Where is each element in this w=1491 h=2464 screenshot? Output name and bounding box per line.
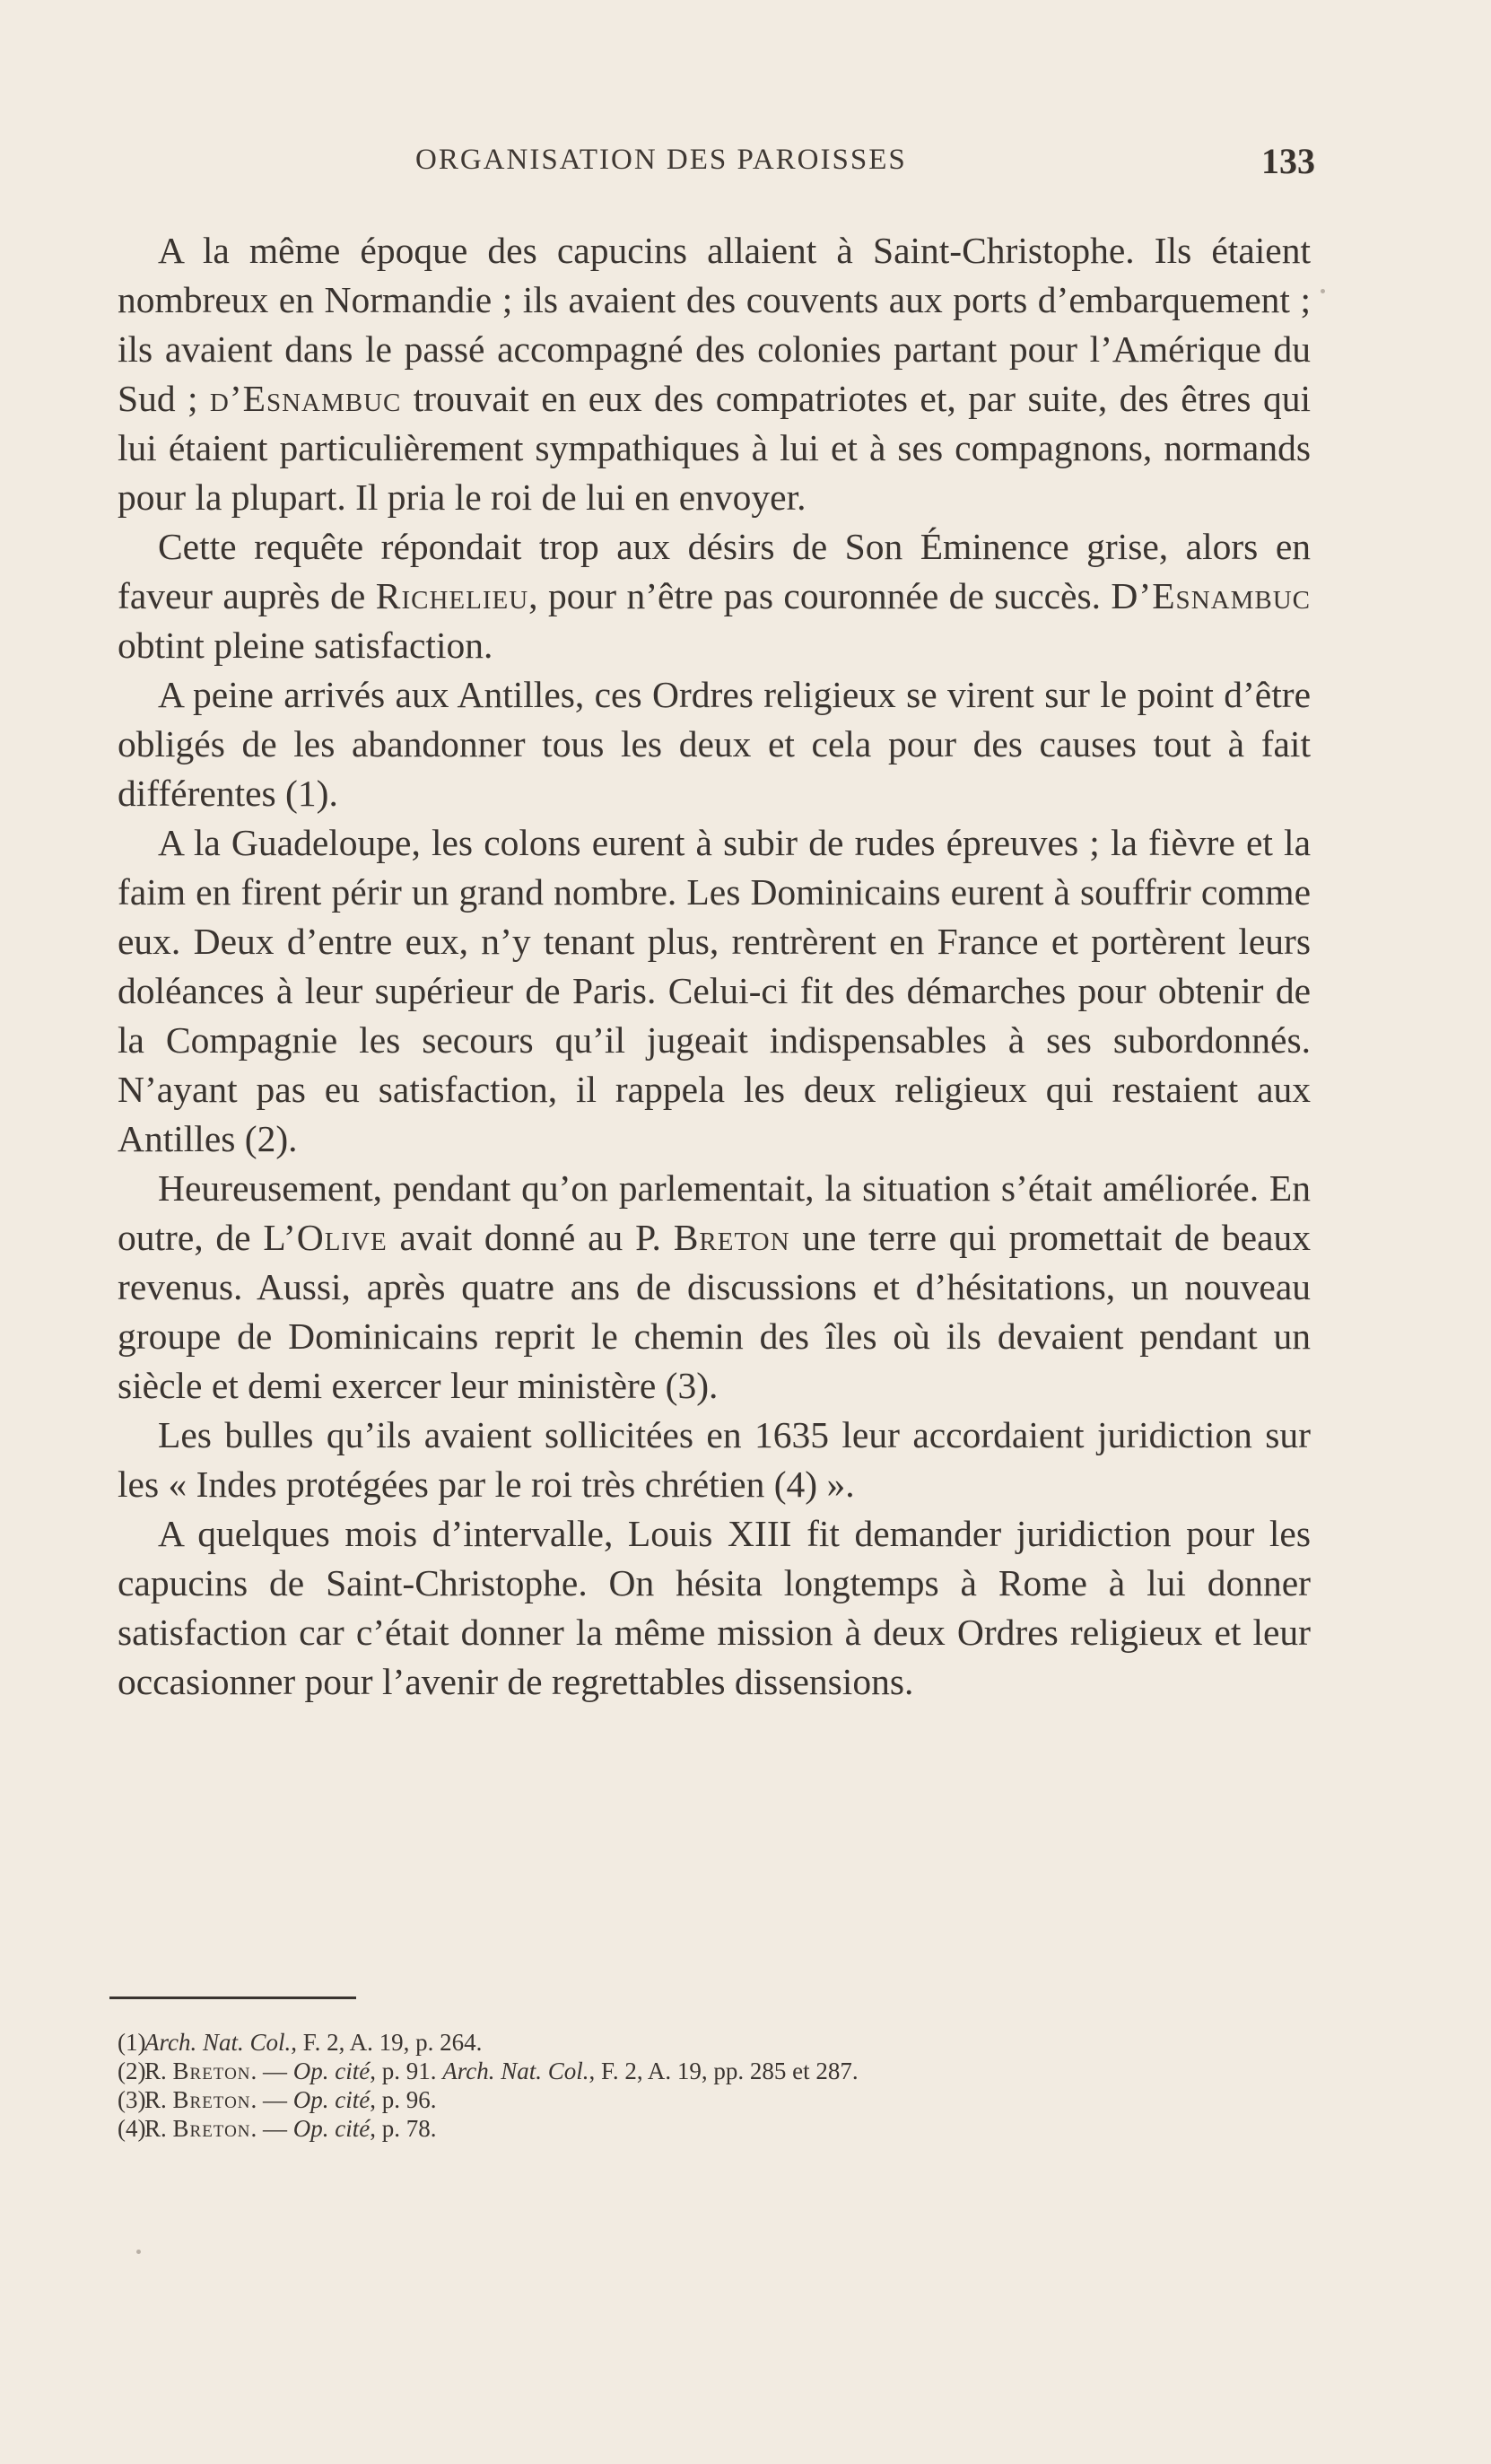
text-run: , F. 2, A. 19, pp. 285 et 287. <box>589 2058 859 2084</box>
italic-citation: Op. cité <box>292 2115 371 2142</box>
footnote-number: (4) <box>118 2115 146 2142</box>
text-run: trouvait en eux des compatriotes et, par suite, des êtres qui lui étaient particulièrement sympathiques à lui et à ses compagnons, normands pour la plupart. Il pria le roi de lui en envoyer. <box>118 378 1311 518</box>
text-run: , pour n’être pas couronnée de succès. <box>528 575 1112 616</box>
text-run: . — <box>250 2115 293 2142</box>
paragraph <box>118 1164 1311 1411</box>
italic-citation: Op. cité <box>292 2086 371 2113</box>
text-run: , p. 91. <box>370 2058 443 2084</box>
text-run: R. <box>144 2086 173 2113</box>
text-run: A peine arrivés aux Antilles, ces Ordres religieux se virent sur le point d’être obligés de les abandonner tous les deux et cela pour des causes tout à fait différentes (1). <box>118 674 1311 814</box>
running-head: ORGANISATION DES PAROISSES <box>415 144 907 176</box>
text-run: , F. 2, A. 19, p. 264. <box>291 2029 483 2056</box>
text-run: Les bulles qu’ils avaient sollicitées en 1635 leur accordaient juridiction sur les « Indes protégées par le roi très chrétien (4) ». <box>118 1414 1311 1505</box>
text-run: . — <box>250 2058 293 2084</box>
paragraph <box>118 818 1311 1164</box>
paragraph <box>118 226 1311 522</box>
small-caps-name: L’Olive <box>263 1217 388 1258</box>
text-run: R. <box>144 2058 173 2084</box>
italic-citation: Op. cité <box>292 2058 371 2084</box>
footnote <box>118 2114 1311 2143</box>
text-run: obtint pleine satisfaction. <box>118 625 493 666</box>
footnote-number: (2) <box>118 2058 146 2084</box>
footnote-separator <box>109 1997 356 1999</box>
text-run: A la même époque des capucins allaient à Saint-Christophe. Ils étaient nombreux en Normandie ; ils avaient des couvents aux ports d’embarquement ; ils avaient dans le passé accompagné des colonies partant pour l’Amérique du Sud ; <box>118 230 1311 419</box>
text-run: A quelques mois d’intervalle, Louis XIII fit demander juridiction pour les capucins de Saint-Christophe. On hésita longtemps à Rome à lui donner satisfaction car c’était donner la même mission à deux Ordres religieux et leur occasionner pour l’avenir de regrettables dissensions. <box>118 1513 1311 1702</box>
italic-citation: Arch. Nat. Col. <box>442 2058 589 2084</box>
text-run: Cette requête répondait trop aux désirs de Son Éminence grise, alors en faveur auprès de <box>118 526 1311 616</box>
small-caps-name: Breton <box>172 2086 251 2113</box>
paragraph <box>118 1411 1311 1509</box>
text-run: A la Guadeloupe, les colons eurent à subir de rudes épreuves ; la fièvre et la faim en firent périr un grand nombre. Les Dominicains eurent à souffrir comme eux. Deux d’entre eux, n’y tenant plus, rentrèrent en France et portèrent leurs doléances à leur supérieur de Paris. Celui-ci fit des démarches pour obtenir de la Compagnie les secours qu’il jugeait indispensables à ses subordonnés. N’ayant pas eu satisfaction, il rappela les deux religieux qui restaient aux Antilles (2). <box>118 822 1311 1159</box>
paper-speck <box>136 2250 141 2254</box>
text-run: , p. 78. <box>370 2115 437 2142</box>
footnote <box>118 2028 1311 2057</box>
footnotes <box>118 2028 1311 2143</box>
text-run: , p. 96. <box>370 2086 437 2113</box>
paragraph <box>118 1509 1311 1707</box>
body-text <box>118 226 1311 1707</box>
footnote-number: (1) <box>118 2029 146 2056</box>
small-caps-name: Breton <box>172 2058 251 2084</box>
footnote <box>118 2057 1311 2085</box>
small-caps-name: D’Esnambuc <box>1111 575 1311 616</box>
small-caps-name: d’Esnambuc <box>209 378 402 419</box>
text-run: Heureusement, pendant qu’on parlementait, la situation s’était améliorée. En outre, de <box>118 1167 1311 1258</box>
page-number: 133 <box>1261 141 1315 181</box>
paper-speck <box>1321 289 1325 293</box>
text-run: . — <box>250 2086 293 2113</box>
small-caps-name: Breton <box>673 1217 790 1258</box>
text-run: une terre qui promettait de beaux revenus. Aussi, après quatre ans de discussions et d’hésitations, un nouveau groupe de Dominicains reprit le chemin des îles où ils devaient pendant un siècle et demi exercer leur ministère (3). <box>118 1217 1311 1406</box>
footnote <box>118 2085 1311 2114</box>
italic-citation: Arch. Nat. Col. <box>144 2029 292 2056</box>
paragraph <box>118 522 1311 670</box>
paragraph <box>118 670 1311 818</box>
small-caps-name: Breton <box>172 2115 251 2142</box>
text-run: avait donné au P. <box>387 1217 674 1258</box>
text-run: R. <box>144 2115 173 2142</box>
small-caps-name: Richelieu <box>375 575 529 616</box>
footnote-number: (3) <box>118 2086 146 2113</box>
